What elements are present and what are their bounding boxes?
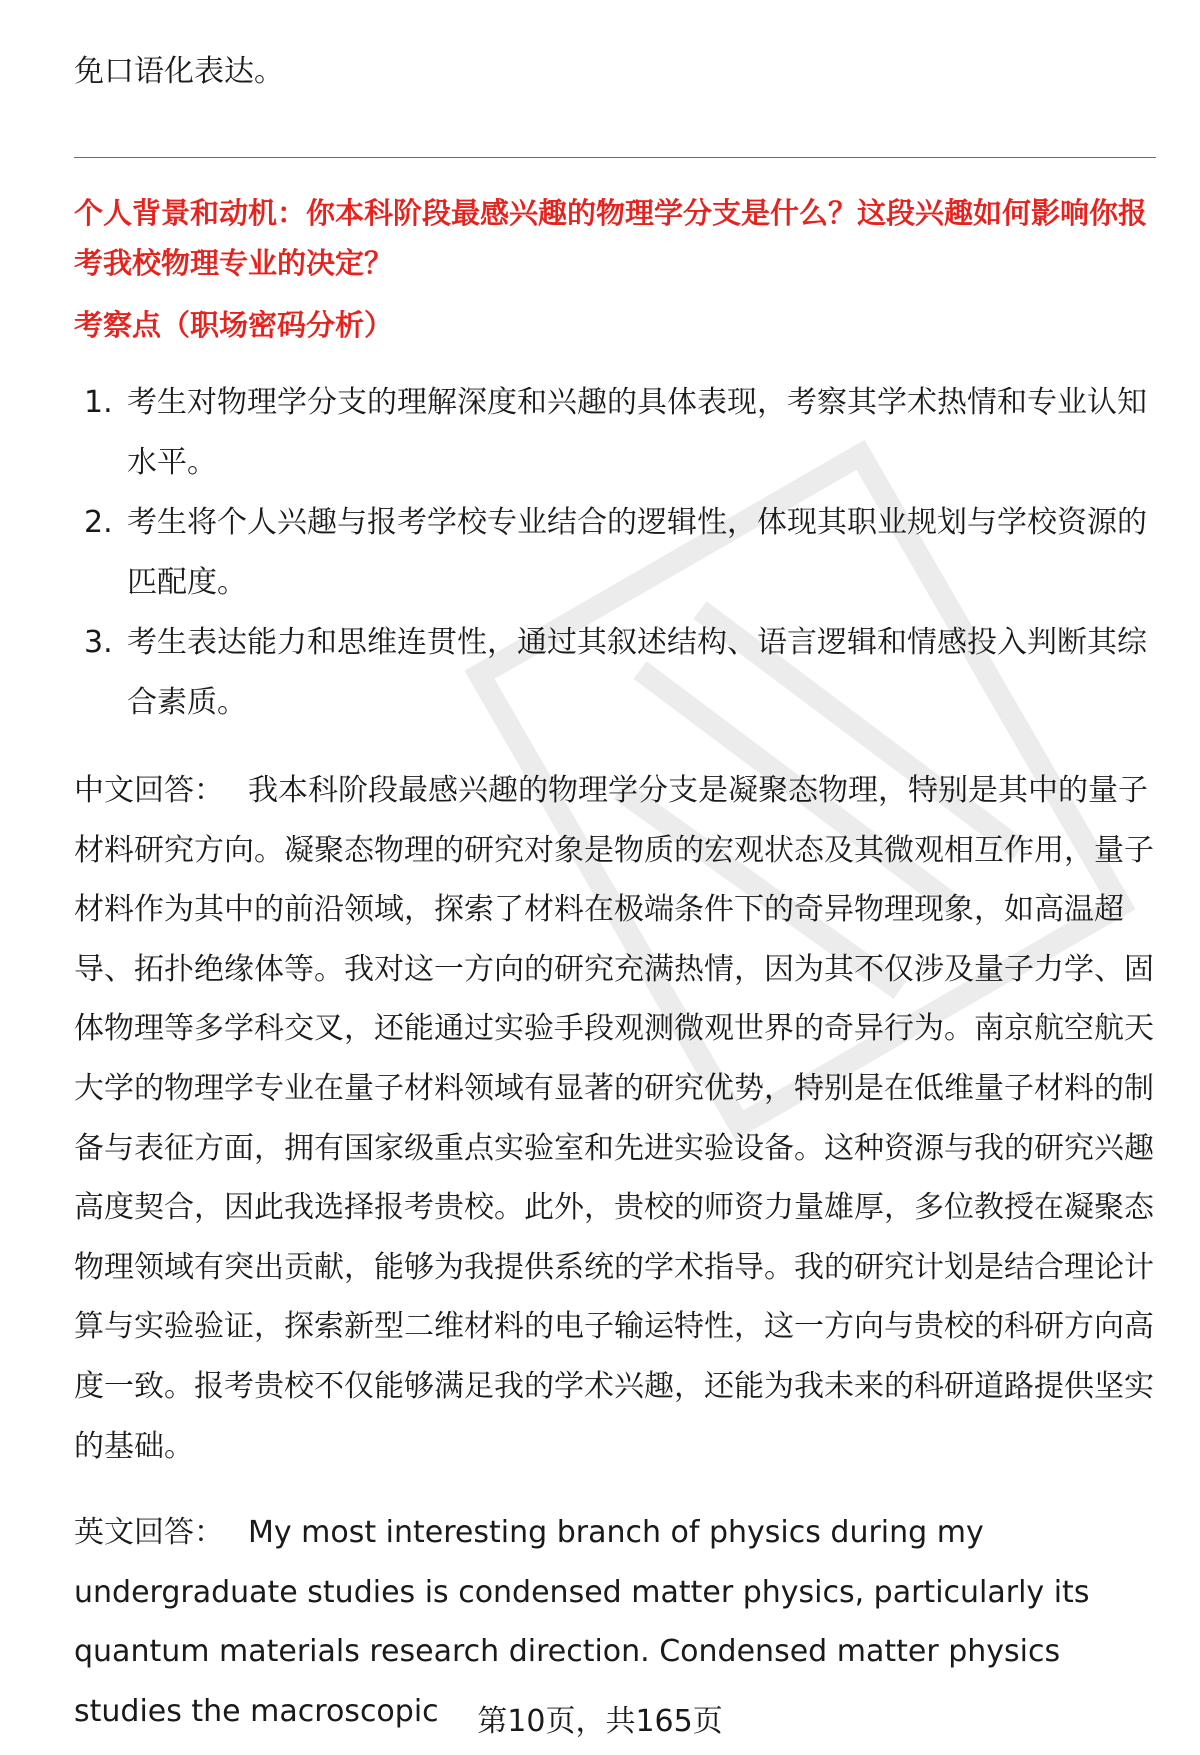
chinese-answer-text: 我本科阶段最感兴趣的物理学分支是凝聚态物理，特别是其中的量子材料研究方向。凝聚态物理的研究对象是物质的宏观状态及其微观相互作用，量子材料作为其中的前沿领域，探索了材料在极端条件下的奇异物理现象，如高温超导、拓扑绝缘体等。我对这一方向的研究充满热情，因为其不仅涉及量子力学、固体物理等多学科交叉，还能通过实验手段观测微观世界的奇异行为。南京航空航天大学的物理学专业在量子材料领域有显著的研究优势，特别是在低维量子材料的制备与表征方面，拥有国家级重点实验室和先进实验设备。这种资源与我的研究兴趣高度契合，因此我选择报考贵校。此外，贵校的师资力量雄厚，多位教授在凝聚态物理领域有突出贡献，能够为我提供系统的学术指导。我的研究计划是结合理论计算与实验验证，探索新型二维材料的电子输运特性，这一方向与贵校的科研方向高度一致。报考贵校不仅能够满足我的学术兴趣，还能为我未来的科研道路提供坚实的基础。: [74, 773, 1154, 1464]
chinese-answer-label: 中文回答：: [74, 773, 224, 808]
point-text: 考生对物理学分支的理解深度和兴趣的具体表现，考察其学术热情和专业认知水平。: [127, 385, 1147, 480]
point-number: 1.: [84, 385, 113, 420]
analysis-point-list: [74, 373, 1156, 733]
question-heading: 个人背景和动机：你本科阶段最感兴趣的物理学分支是什么？这段兴趣如何影响你报考我校物理专业的决定？: [74, 196, 1148, 280]
point-number: 2.: [84, 505, 113, 540]
english-answer-text: My most interesting branch of physics during my undergraduate studies is condensed matter physics, particularly its quantum materials research direction. Condensed matter physics studies the macroscopic: [74, 1515, 1090, 1729]
point-text: 考生表达能力和思维连贯性，通过其叙述结构、语言逻辑和情感投入判断其综合素质。: [127, 625, 1147, 720]
section-divider: [74, 157, 1156, 158]
analysis-point: [74, 373, 1156, 493]
page-number: 第10页，共165页: [477, 1704, 723, 1739]
analysis-point: [74, 613, 1156, 733]
point-number: 3.: [84, 625, 113, 660]
previous-paragraph-tail: 免口语化表达。: [74, 54, 284, 89]
document-page: [74, 0, 1156, 1755]
analysis-title: 考察点（职场密码分析）: [74, 308, 394, 342]
analysis-point: [74, 493, 1156, 613]
chinese-answer: [74, 761, 1156, 1476]
point-text: 考生将个人兴趣与报考学校专业结合的逻辑性，体现其职业规划与学校资源的匹配度。: [127, 505, 1147, 600]
english-answer-label: 英文回答：: [74, 1515, 224, 1550]
